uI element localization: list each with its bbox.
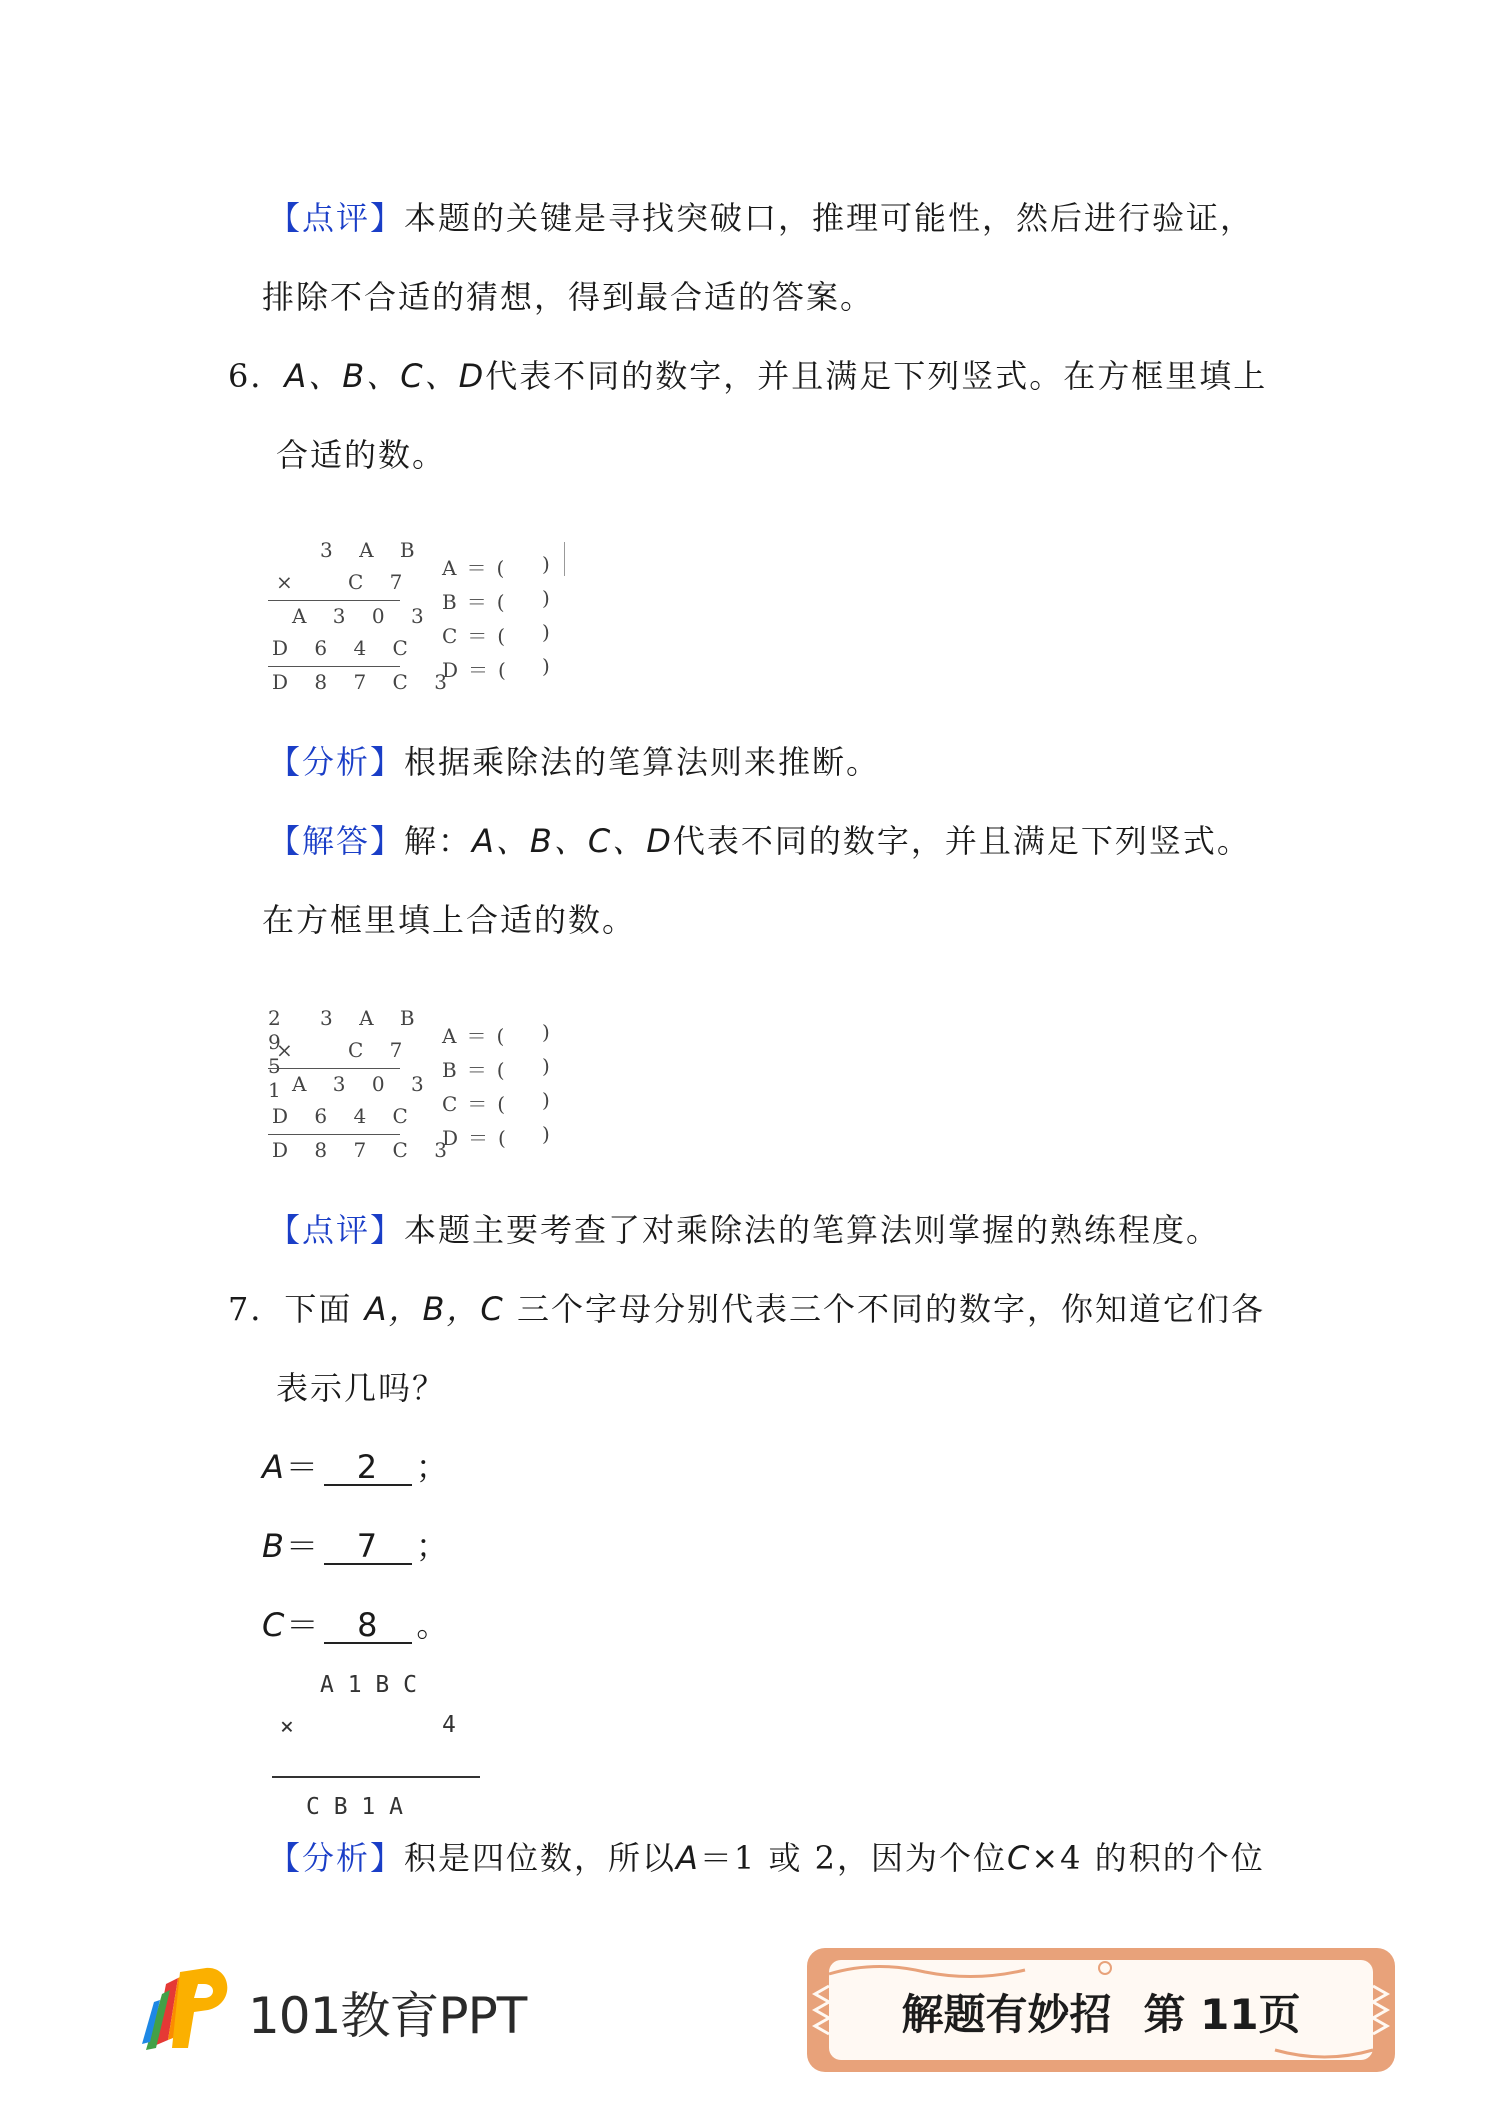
logo-text: 101教育PPT <box>248 1987 527 2045</box>
times-sign: × <box>280 1714 294 1740</box>
question-6-cont: 合适的数。 <box>276 436 447 474</box>
review-text: 本题主要考查了对乘除法的笔算法则掌握的熟练程度。 <box>404 1211 1221 1249</box>
question-number: 7． <box>228 1290 285 1328</box>
review-text: 本题的关键是寻找突破口，推理可能性，然后进行验证， <box>404 199 1255 237</box>
review-tag: 【点评】 <box>268 199 405 237</box>
paren: ) <box>542 586 560 610</box>
paren: ) <box>542 620 560 644</box>
answer-value-a: 2 <box>268 1006 281 1030</box>
divider-line <box>268 600 400 601</box>
punct: ； <box>415 1527 450 1565</box>
answer-label-a: A＝( <box>442 1024 515 1048</box>
vertical-multiplication-q7 <box>268 1672 488 1822</box>
analysis-6 <box>268 742 880 782</box>
analysis-var: C <box>1007 1839 1032 1877</box>
question-7 <box>228 1289 1265 1329</box>
question-vars: A、B、C、D <box>284 357 486 395</box>
paren: ) <box>542 1088 560 1112</box>
answer-blank-c: 8 <box>324 1608 412 1644</box>
answer-var: C <box>262 1606 287 1644</box>
divider-line <box>268 1134 400 1135</box>
answer-var: A <box>262 1448 286 1486</box>
question-6 <box>228 356 1267 396</box>
answer-line-c <box>262 1605 450 1645</box>
vertical-row: A 3 0 3 <box>292 1072 434 1096</box>
vertical-row: C 7 <box>348 1038 413 1062</box>
analysis-text: 积是四位数，所以 <box>404 1839 677 1877</box>
question-text: 代表不同的数字，并且满足下列竖式。在方框里填上 <box>485 357 1268 395</box>
blank-b: B＝( <box>442 590 515 614</box>
question-vars: A，B，C <box>364 1290 505 1328</box>
answer-6-cont: 在方框里填上合适的数。 <box>262 901 637 939</box>
divider-line <box>268 666 400 667</box>
answer-prefix: 解： <box>404 822 473 860</box>
answer-value-b: 9 <box>268 1030 281 1054</box>
answer-value-d: 1 <box>268 1078 281 1102</box>
answer-6 <box>268 821 1251 861</box>
analysis-text: 根据乘除法的笔算法则来推断。 <box>404 743 881 781</box>
cursor-mark <box>564 542 565 576</box>
vertical-row: A 3 0 3 <box>292 604 434 628</box>
answer-var: B <box>262 1527 286 1565</box>
analysis-7 <box>268 1838 1265 1878</box>
logo-icon <box>140 1960 244 2060</box>
paren: ) <box>542 1020 560 1044</box>
answer-blank-b: 7 <box>324 1529 412 1565</box>
equals-sign: ＝ <box>285 1527 320 1565</box>
times-sign: × <box>276 570 303 594</box>
question-intro: 下面 <box>284 1290 353 1328</box>
vertical-row: C B 1 A <box>306 1794 403 1820</box>
equals-sign: ＝ <box>286 1606 321 1644</box>
analysis-var: A <box>676 1839 700 1877</box>
answer-blank-a: 2 <box>324 1450 412 1486</box>
page-number: 第 11页 <box>1143 1990 1301 2039</box>
paren: ) <box>542 1122 560 1146</box>
page-banner <box>805 1946 1397 2074</box>
vertical-row: D 6 4 C <box>272 1104 418 1128</box>
divider-line <box>268 1068 400 1069</box>
blank-a: A＝( <box>442 556 515 580</box>
review-paragraph-1-cont: 排除不合适的猜想，得到最合适的答案。 <box>262 278 875 316</box>
paren: ) <box>542 654 560 678</box>
answer-vars: A、B、C、D <box>472 822 673 860</box>
divider-line <box>272 1776 480 1778</box>
answer-value-c: 5 <box>268 1054 281 1078</box>
answer-label-d: D＝( <box>442 1126 516 1150</box>
vertical-multiplication-q6 <box>268 538 588 698</box>
blank-d: D＝( <box>442 658 516 682</box>
answer-label-b: B＝( <box>442 1058 515 1082</box>
analysis-tag: 【分析】 <box>268 1839 405 1877</box>
punct: ； <box>415 1448 450 1486</box>
review-paragraph-1 <box>268 198 1254 238</box>
answer-tag: 【解答】 <box>268 822 405 860</box>
times-sign: × <box>276 1038 303 1062</box>
vertical-row: 3 A B <box>320 1006 425 1030</box>
analysis-text: ×4 的积的个位 <box>1031 1839 1265 1877</box>
paren: ) <box>542 552 560 576</box>
question-text: 三个字母分别代表三个不同的数字，你知道它们各 <box>516 1290 1265 1328</box>
vertical-row: C 7 <box>348 570 413 594</box>
vertical-row: A 1 B C <box>320 1672 417 1698</box>
answer-line-a <box>262 1447 450 1487</box>
vertical-row: D 6 4 C <box>272 636 418 660</box>
vertical-row: D 8 7 C 3 <box>272 670 457 694</box>
vertical-multiplication-answer <box>268 1006 588 1166</box>
punct: 。 <box>416 1606 451 1644</box>
answer-label-c: C＝( <box>442 1092 516 1116</box>
answer-text: 代表不同的数字，并且满足下列竖式。 <box>672 822 1251 860</box>
vertical-row: 4 <box>442 1712 456 1738</box>
analysis-text: ＝1 或 2，因为个位 <box>699 1839 1007 1877</box>
vertical-row: D 8 7 C 3 <box>272 1138 457 1162</box>
equals-sign: ＝ <box>285 1448 320 1486</box>
answer-line-b <box>262 1526 450 1566</box>
review-paragraph-6 <box>268 1210 1220 1250</box>
analysis-tag: 【分析】 <box>268 743 405 781</box>
blank-c: C＝( <box>442 624 516 648</box>
review-tag: 【点评】 <box>268 1211 405 1249</box>
banner-text <box>805 1982 1397 2042</box>
footer-logo <box>140 1960 527 2064</box>
banner-title: 解题有妙招 <box>901 1990 1112 2039</box>
vertical-row: 3 A B <box>320 538 425 562</box>
question-number: 6． <box>228 357 285 395</box>
paren: ) <box>542 1054 560 1078</box>
question-7-cont: 表示几吗？ <box>276 1369 447 1407</box>
